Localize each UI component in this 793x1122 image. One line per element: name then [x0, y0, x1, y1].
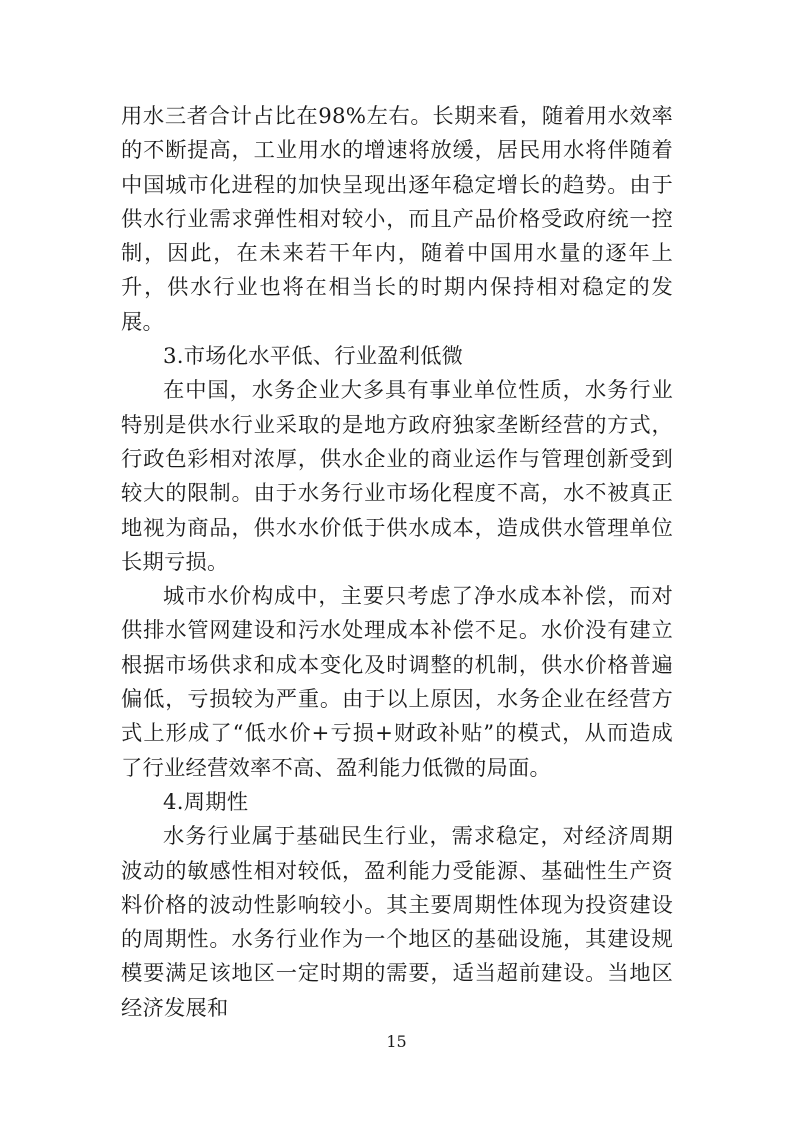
paragraph-continuation: 用水三者合计占比在98%左右。长期来看，随着用水效率的不断提高，工业用水的增速将放缓，居民用水将伴随着中国城市化进程的加快呈现出逐年稳定增长的趋势。由于供水行业需求弹性相对较小，而且产品价格受政府统一控制，因此，在未来若干年内，随着中国用水量的逐年上升，供水行业也将在相当长的时期内保持相对稳定的发展。: [121, 104, 673, 335]
paragraph: 在中国，水务企业大多具有事业单位性质，水务行业特别是供水行业采取的是地方政府独家垄断经营的方式，行政色彩相对浓厚，供水企业的商业运作与管理创新受到较大的限制。由于水务行业市场化程度不高，水不被真正地视为商品，供水水价低于供水成本，造成供水管理单位长期亏损。: [121, 378, 673, 575]
document-body: [121, 100, 673, 1026]
paragraph: 水务行业属于基础民生行业，需求稳定，对经济周期波动的敏感性相对较低，盈利能力受能源、基础性生产资料价格的波动性影响较小。其主要周期性体现为投资建设的周期性。水务行业作为一个地区的基础设施，其建设规模要满足该地区一定时期的需要，适当超前建设。当地区经济发展和: [121, 824, 673, 1021]
section-heading-3: 3.市场化水平低、行业盈利低微: [163, 344, 464, 370]
page-number: 15: [386, 1032, 407, 1051]
paragraph: 城市水价构成中，主要只考虑了净水成本补偿，而对供排水管网建设和污水处理成本补偿不足。水价没有建立根据市场供求和成本变化及时调整的机制，供水价格普遍偏低，亏损较为严重。由于以上原因，水务企业在经营方式上形成了“低水价+亏损+财政补贴”的模式，从而造成了行业经营效率不高、盈利能力低微的局面。: [121, 584, 673, 781]
section-heading-4: 4.周期性: [163, 789, 249, 815]
